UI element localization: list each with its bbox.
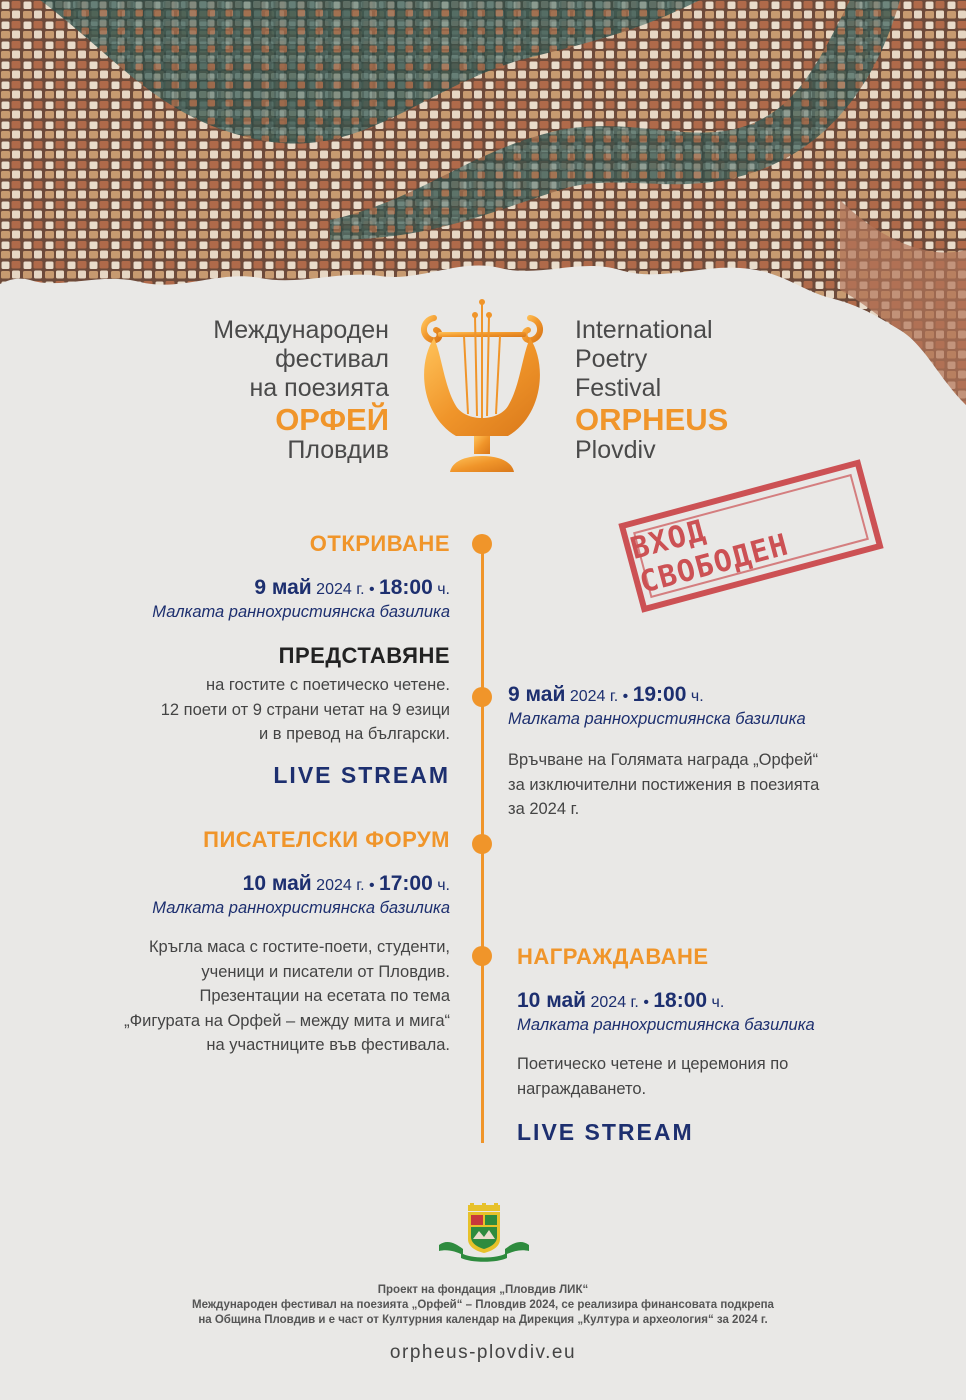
- event-description: [161, 673, 450, 747]
- title-bg-line: фестивал: [275, 345, 389, 373]
- event-opening: [152, 531, 450, 622]
- event-description: [517, 1052, 815, 1101]
- website-link[interactable]: orpheus-plovdiv.eu: [389, 1342, 577, 1363]
- timeline-dot: [472, 687, 492, 707]
- event-time-unit: ч.: [690, 688, 704, 705]
- event-datetime: [152, 576, 450, 600]
- event-date: 9 май: [508, 683, 566, 706]
- event-time: 18:00: [653, 989, 708, 1012]
- event-datetime: [124, 872, 450, 896]
- title-bg-line: Международен: [213, 316, 389, 344]
- title-en-line: Poetry: [575, 345, 648, 373]
- timeline-dot: [472, 834, 492, 854]
- description-line: и в превод на български.: [258, 725, 450, 743]
- event-time: 17:00: [379, 872, 433, 895]
- description-line: на гостите с поетическо четене.: [205, 676, 450, 694]
- event-time: 19:00: [632, 683, 687, 706]
- description-line: Презентации на есетата по тема: [199, 987, 450, 1005]
- footer-line: Международен фестивал на поезията „Орфей“ – Пловдив 2024, се реализира финансовата подкрепа: [192, 1299, 774, 1311]
- event-date: 10 май: [242, 872, 312, 895]
- event-description: [508, 748, 819, 822]
- footer-line: Проект на фондация „Пловдив ЛИК“: [377, 1284, 589, 1296]
- event-date: 10 май: [517, 989, 587, 1012]
- event-venue: Малката раннохристиянска базилика: [508, 710, 806, 728]
- title-en-line: International: [575, 316, 713, 344]
- title-english: [575, 316, 728, 465]
- event-venue: Малката раннохристиянска базилика: [517, 1016, 815, 1034]
- lyre-logo-icon: [412, 296, 552, 474]
- description-line: за изключителни постижения в поезията: [508, 775, 820, 794]
- event-heading: НАГРАЖДАВАНЕ: [517, 944, 709, 969]
- event-year: 2024 г. •: [590, 994, 649, 1011]
- description-line: за 2024 г.: [508, 800, 580, 818]
- title-bg-line: на поезията: [249, 374, 389, 402]
- event-time-unit: ч.: [437, 581, 450, 598]
- timeline-dot: [472, 534, 492, 554]
- event-time-unit: ч.: [711, 994, 725, 1011]
- description-line: Поетическо четене и церемония по: [517, 1055, 789, 1073]
- event-datetime: [517, 989, 815, 1013]
- event-year: 2024 г. •: [316, 581, 375, 598]
- description-line: на участниците във фестивала.: [206, 1036, 450, 1054]
- event-heading: ПРЕДСТАВЯНЕ: [278, 643, 450, 668]
- event-time: 18:00: [379, 576, 433, 599]
- description-line: Връчване на Голямата награда „Орфей“: [508, 751, 819, 769]
- event-year: 2024 г. •: [316, 877, 375, 894]
- festival-name-bg: ОРФЕЙ: [275, 402, 389, 437]
- live-stream-label: LIVE STREAM: [517, 1119, 694, 1145]
- event-presentation: [161, 643, 450, 789]
- event-awarding: [517, 944, 815, 1146]
- event-time-unit: ч.: [437, 877, 450, 894]
- event-datetime: [508, 683, 819, 707]
- description-line: награждаването.: [517, 1079, 647, 1098]
- city-bg: Пловдив: [287, 436, 389, 464]
- event-date: 9 май: [254, 576, 312, 599]
- event-heading: ОТКРИВАНЕ: [309, 531, 450, 556]
- description-line: „Фигурата на Орфей – между мита и мига“: [124, 1011, 450, 1030]
- event-award-evening: [508, 683, 819, 822]
- plovdiv-coat-of-arms-icon: [437, 1203, 531, 1263]
- city-en: Plovdiv: [575, 436, 656, 464]
- footer-credits: [0, 1283, 966, 1328]
- description-line: ученици и писатели от Пловдив.: [201, 962, 450, 981]
- event-venue: Малката раннохристиянска базилика: [152, 899, 450, 917]
- title-bulgarian: [213, 316, 389, 465]
- description-line: Кръгла маса с гостите-поети, студенти,: [148, 938, 450, 956]
- event-heading: ПИСАТЕЛСКИ ФОРУМ: [203, 827, 450, 852]
- event-year: 2024 г. •: [569, 688, 629, 705]
- description-line: 12 поети от 9 страни четат на 9 езици: [160, 700, 450, 719]
- timeline-dot: [472, 946, 492, 966]
- footer-line: на Община Пловдив и е част от Културния календар на Дирекция „Култура и археология“ за 2024 г.: [198, 1314, 768, 1326]
- event-venue: Малката раннохристиянска базилика: [152, 603, 450, 621]
- festival-name-en: ORPHEUS: [575, 402, 729, 437]
- event-forum: [124, 827, 450, 1058]
- free-entry-stamp: ВХОД СВОБОДЕН: [618, 459, 883, 613]
- title-en-line: Festival: [575, 374, 662, 402]
- event-description: [124, 935, 450, 1058]
- live-stream-label: LIVE STREAM: [273, 761, 450, 788]
